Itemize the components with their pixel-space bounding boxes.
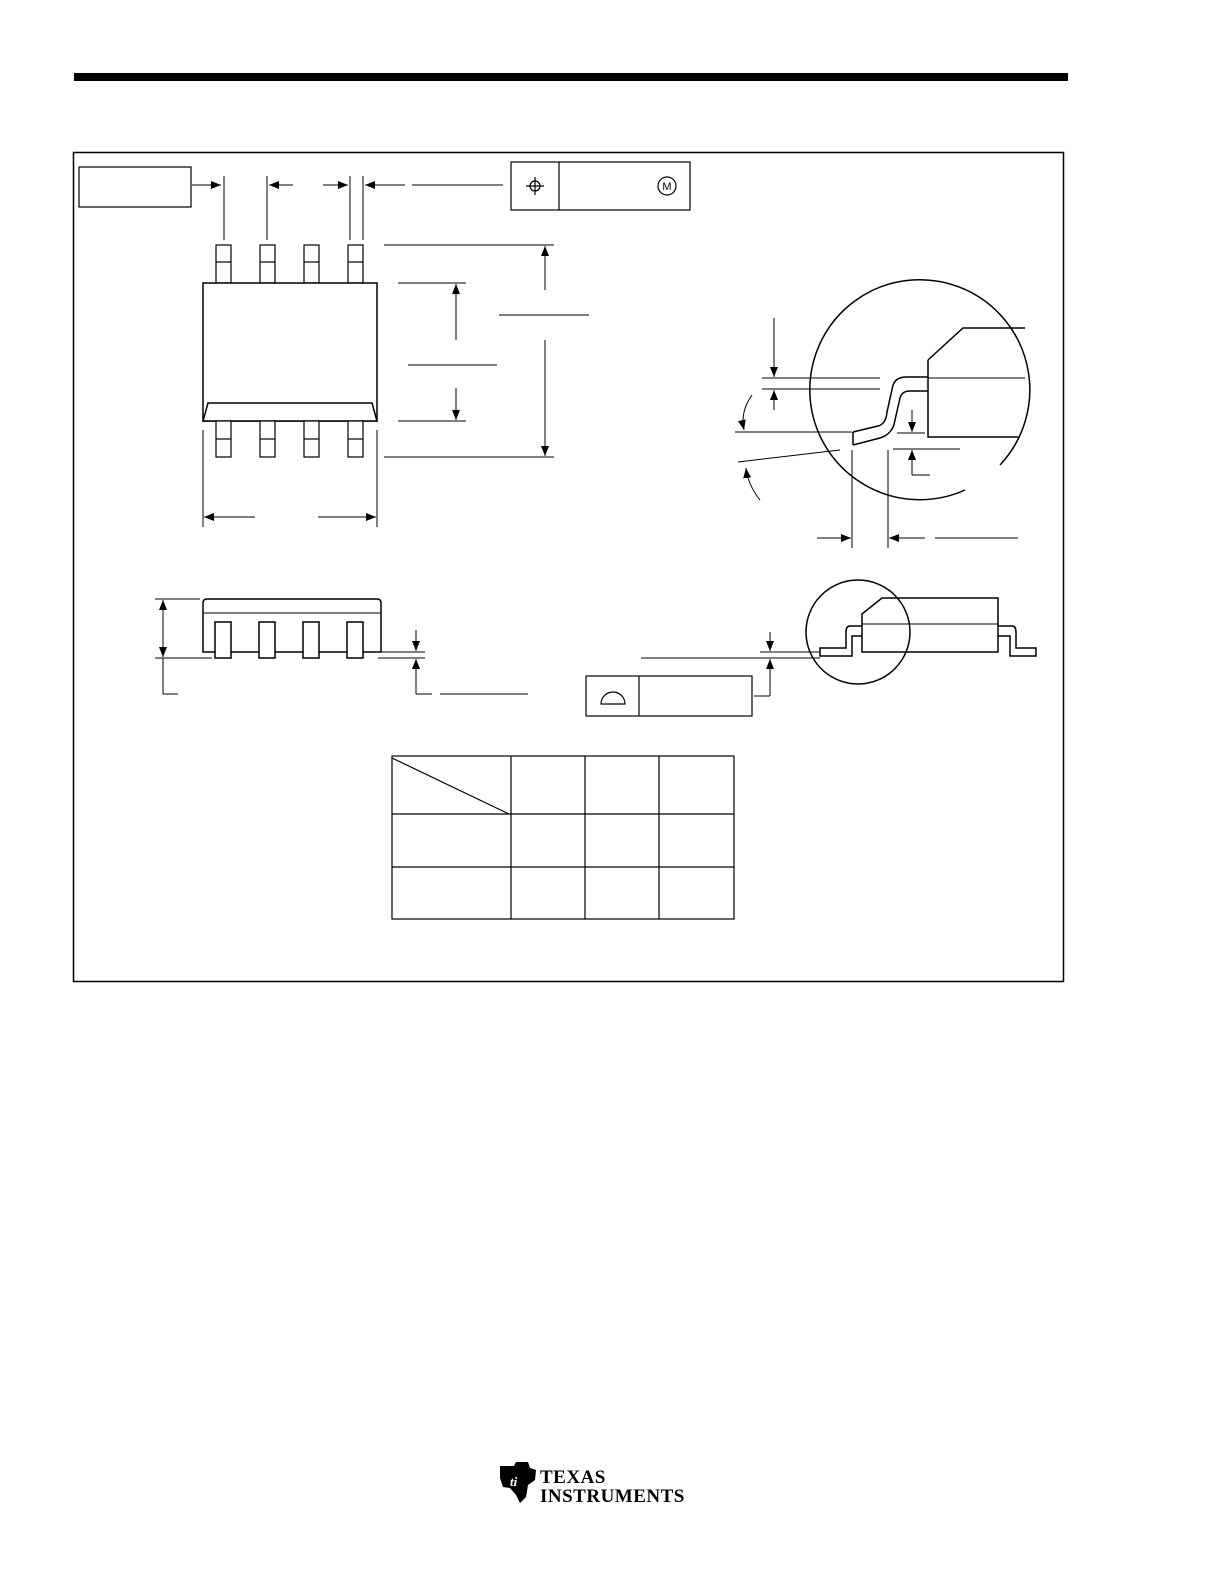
- ti-logo: [500, 1460, 685, 1510]
- header-rule: [74, 73, 1068, 81]
- lead-detail-view: [810, 280, 1030, 500]
- logo-line-2: INSTRUMENTS: [540, 1486, 685, 1507]
- dimension-table: [392, 756, 734, 919]
- body-width-dimension: [398, 283, 497, 421]
- logo-line-1: TEXAS: [540, 1467, 606, 1488]
- flatness-frame: [586, 676, 752, 716]
- pitch-dimension: [192, 176, 503, 240]
- seating-plane-dimension: [641, 632, 820, 696]
- package-body-top: [203, 283, 377, 421]
- index-box: [79, 167, 191, 207]
- overall-width-dimension: [384, 245, 589, 457]
- table-diagonal: [392, 758, 509, 814]
- detail-dimensions: [735, 318, 1025, 548]
- side-profile-detail: [806, 580, 1036, 684]
- upper-leads: [216, 245, 363, 283]
- lower-leads: [216, 421, 363, 457]
- svg-text:ti: ti: [510, 1474, 518, 1489]
- material-condition-letter: M: [662, 181, 672, 193]
- profile-symbol-icon: [601, 692, 625, 704]
- package-side-view: [203, 599, 381, 658]
